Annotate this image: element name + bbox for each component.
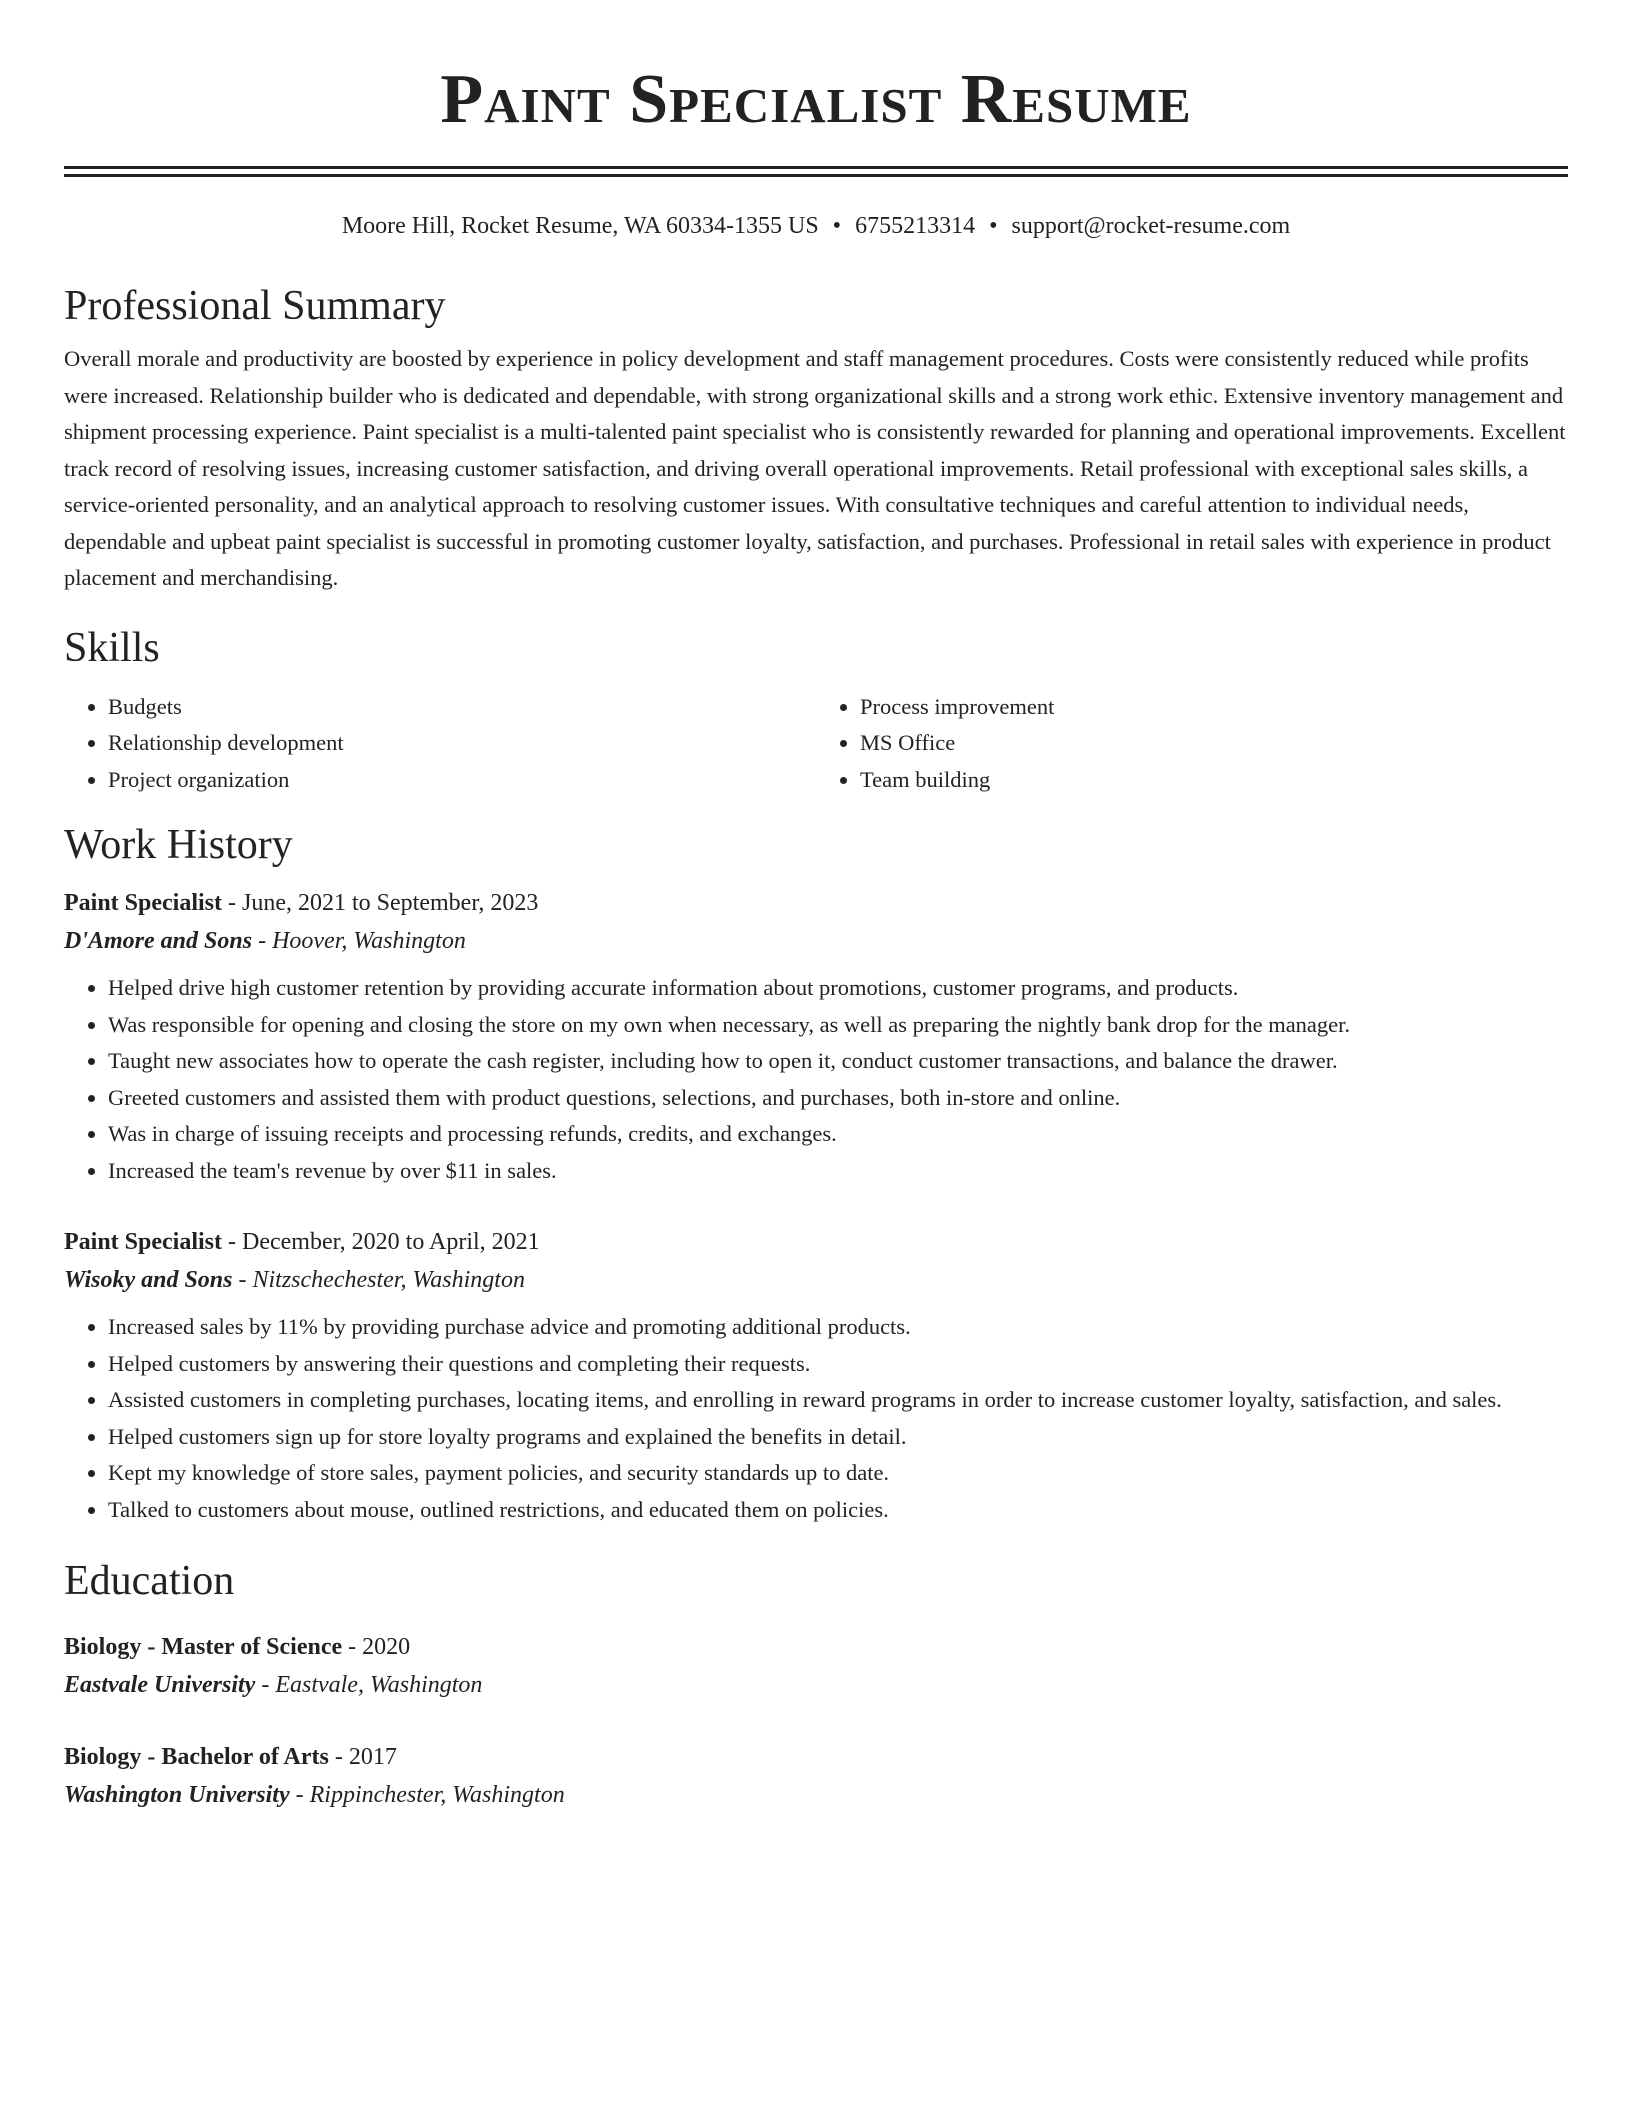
job-bullets [64, 970, 1568, 1189]
contact-email: support@rocket-resume.com [1011, 213, 1291, 239]
education-degree: Biology - Master of Science [64, 1634, 343, 1660]
resume-title: Paint Specialist Resume [440, 61, 1192, 138]
job-company: D'Amore and Sons [64, 928, 253, 954]
job-location: Nitzschechester, Washington [252, 1267, 525, 1293]
education-school-line: Eastvale University - Eastvale, Washington [64, 1672, 483, 1698]
education-school: Washington University [64, 1782, 290, 1808]
skills-list [64, 689, 1568, 799]
education-degree-line: Biology - Master of Science - 2020 [64, 1634, 411, 1660]
education-school-line: Washington University - Rippinchester, Washington [64, 1782, 565, 1808]
title-divider [64, 166, 1568, 177]
job-title: Paint Specialist [64, 1229, 223, 1255]
education-year: 2017 [348, 1744, 397, 1770]
job-company-line: Wisoky and Sons - Nitzschechester, Washington [64, 1267, 525, 1293]
job-entry [64, 1223, 1568, 1528]
job-company-line: D'Amore and Sons - Hoover, Washington [64, 928, 466, 954]
summary-heading: Professional Summary [64, 283, 446, 329]
skill-item: • Relationship development [108, 725, 816, 762]
education-degree-line: Biology - Bachelor of Arts - 2017 [64, 1744, 397, 1770]
job-bullet: • Helped customers by answering their questions and completing their requests. [108, 1346, 1568, 1383]
skills-column-left [64, 689, 816, 799]
contact-phone: 6755213314 [855, 213, 976, 239]
summary-text: Overall morale and productivity are boosted by experience in policy development and staff management procedures. Costs were consistently reduced while profits were increased. Relationship builder who is dedicated and dependable, with strong organizational skills and a strong work ethic. Extensive inventory management and shipment processing experience. Paint specialist is a multi-talented paint specialist who is consistently rewarded for planning and operational improvements. Excellent track record of resolving issues, increasing customer satisfaction, and driving overall operational improvements. Retail professional with exceptional sales skills, a service-oriented personality, and an analytical approach to resolving customer issues. With consultative techniques and careful attention to individual needs, dependable and upbeat paint specialist is successful in promoting customer loyalty, satisfaction, and purchases. Professional in retail sales with experience in product placement and merchandising. [64, 346, 1566, 590]
skill-item: • Budgets [108, 689, 816, 726]
contact-separator: • [989, 213, 998, 239]
job-bullet: • Was responsible for opening and closing the store on my own when necessary, as well as preparing the nightly bank drop for the manager. [108, 1007, 1568, 1044]
contact-separator: • [832, 213, 842, 239]
job-bullet: • Increased the team's revenue by over $11 in sales. [108, 1153, 1568, 1190]
job-location: Hoover, Washington [272, 928, 466, 954]
job-bullet: • Taught new associates how to operate the cash register, including how to open it, conduct customer transactions, and balance the drawer. [108, 1043, 1568, 1080]
job-bullet: • Helped customers sign up for store loyalty programs and explained the benefits in detail. [108, 1419, 1568, 1456]
skills-column-right [816, 689, 1568, 799]
job-bullet: • Assisted customers in completing purchases, locating items, and enrolling in reward programs in order to increase customer loyalty, satisfaction, and sales. [108, 1382, 1568, 1419]
job-dates: June, 2021 to September, 2023 [242, 890, 539, 916]
education-entry [64, 1738, 1568, 1814]
job-company: Wisoky and Sons [64, 1267, 233, 1293]
education-entry [64, 1628, 1568, 1704]
job-bullet: • Greeted customers and assisted them with product questions, selections, and purchases, both in-store and online. [108, 1080, 1568, 1117]
work-history-heading: Work History [64, 822, 293, 868]
job-title: Paint Specialist [64, 890, 223, 916]
job-bullet: • Kept my knowledge of store sales, payment policies, and security standards up to date. [108, 1455, 1568, 1492]
education-school: Eastvale University [64, 1672, 256, 1698]
skill-item: • Team building [860, 762, 1568, 799]
education-location: Eastvale, Washington [275, 1672, 483, 1698]
job-bullet: • Helped drive high customer retention by providing accurate information about promotions, customer programs, and products. [108, 970, 1568, 1007]
skill-item: • Project organization [108, 762, 816, 799]
education-heading: Education [64, 1558, 235, 1604]
education-degree: Biology - Bachelor of Arts [64, 1744, 329, 1770]
job-bullet: • Talked to customers about mouse, outlined restrictions, and educated them on policies. [108, 1492, 1568, 1529]
contact-address: Moore Hill, Rocket Resume, WA 60334-1355 US [341, 213, 819, 239]
job-title-line: Paint Specialist - June, 2021 to September, 2023 [64, 890, 539, 916]
job-title-line: Paint Specialist - December, 2020 to April, 2021 [64, 1229, 540, 1255]
education-year: 2020 [362, 1634, 411, 1660]
skill-item: • MS Office [860, 725, 1568, 762]
skills-heading: Skills [64, 624, 160, 671]
skill-item: • Process improvement [860, 689, 1568, 726]
education-location: Rippinchester, Washington [309, 1782, 565, 1808]
job-entry [64, 884, 1568, 1189]
job-dates: December, 2020 to April, 2021 [242, 1229, 540, 1255]
job-bullets [64, 1309, 1568, 1528]
job-bullet: • Increased sales by 11% by providing purchase advice and promoting additional products. [108, 1309, 1568, 1346]
contact-line [64, 211, 1568, 241]
job-bullet: • Was in charge of issuing receipts and processing refunds, credits, and exchanges. [108, 1116, 1568, 1153]
